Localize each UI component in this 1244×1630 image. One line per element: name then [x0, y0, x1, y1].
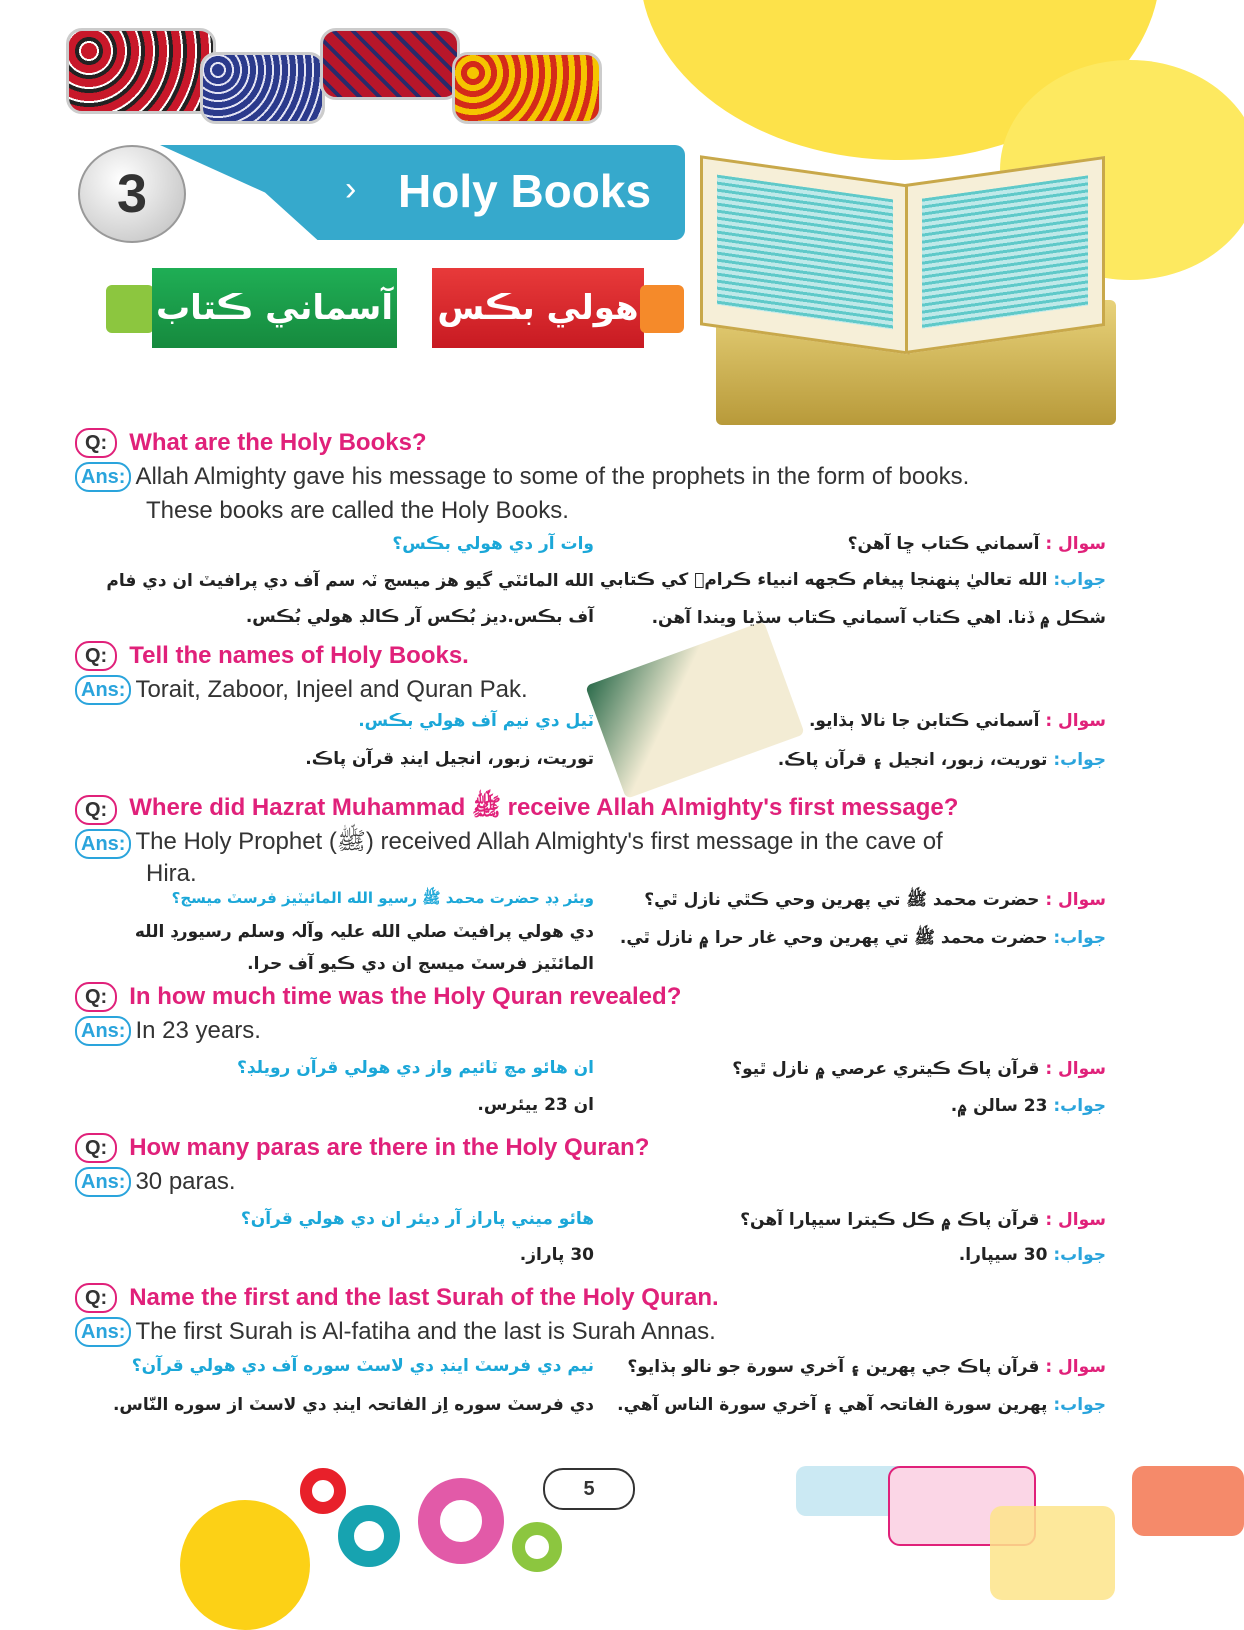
answer-5: Ans: 30 paras.	[75, 1167, 236, 1197]
translit-answer-3-cont: المائٽيز فرسٽ ميسج ان دي ڪيو آف حرا.	[247, 954, 594, 974]
sindhi-question-2: سوال : آسماني ڪتابن جا نالا ٻڌايو.	[808, 711, 1106, 731]
question-5: Q: How many paras are there in the Holy Quran?	[75, 1133, 649, 1163]
flower-decoration	[338, 1505, 400, 1567]
sindhi-question-3: سوال : حضرت محمد ﷺ تي پهرين وحي ڪٿي نازل ٿي؟	[644, 890, 1106, 910]
question-3: Q: Where did Hazrat Muhammad ﷺ receive Allah Almighty's first message?	[75, 792, 958, 827]
sindhi-answer-1-cont: شڪل ۾ ڏنا. اهي ڪتاب آسماني ڪتاب سڏيا ويندا آهن.	[651, 608, 1106, 628]
answer-2: Ans: Torait, Zaboor, Injeel and Quran Pak.	[75, 675, 528, 705]
page-number: 5	[543, 1468, 635, 1510]
question-2: Q: Tell the names of Holy Books.	[75, 641, 469, 671]
book-page-right	[905, 156, 1105, 354]
pattern-tile	[66, 28, 216, 114]
pattern-tile	[320, 28, 460, 100]
translit-question-1: وات آر دي هولي بڪس؟	[392, 534, 594, 554]
translit-answer-1-cont: آف بڪس.ديز بُڪس آر ڪالڊ هولي بُڪس.	[245, 607, 594, 627]
translit-question-3: ويئر ڊڊ حضرت محمد ﷺ رسيو الله المائيٽيز فرسٽ ميسج؟	[171, 889, 594, 907]
translit-question-4: ان هائو مچ ٽائيم واز دي هولي قرآن رويلڊ؟	[236, 1058, 594, 1078]
sindhi-answer-1: جواب: الله تعاليٰ پنهنجا پيغام ڪجهه انبياء ڪرامؑ کي ڪتابي	[600, 570, 1106, 590]
flower-decoration	[300, 1468, 346, 1514]
translit-question-2: ٽيل دي نيم آف هولي بڪس.	[358, 711, 594, 731]
answer-1-cont: These books are called the Holy Books.	[146, 497, 569, 524]
sindhi-title: آسماني ڪتاب	[152, 268, 397, 348]
sindhi-answer-2: جواب: توريت، زبور، انجيل ۽ قرآن پاڪ.	[777, 750, 1106, 770]
decor-shape	[990, 1506, 1115, 1600]
answer-4: Ans: In 23 years.	[75, 1016, 261, 1046]
pattern-tile	[452, 52, 602, 124]
translit-question-5: هائو ميني پاراز آر ديئر ان دي هولي قرآن؟	[240, 1209, 594, 1229]
flower-decoration	[180, 1500, 310, 1630]
sindhi-question-6: سوال : قرآن پاڪ جي پهرين ۽ آخري سورة جو نالو ٻڌايو؟	[627, 1357, 1106, 1377]
decor-shape	[1132, 1466, 1244, 1536]
translit-answer-6: دي فرسٽ سوره اِز الفاتحہ اينڊ دي لاسٽ از سوره النّاس.	[112, 1395, 594, 1415]
answer-6: Ans: The first Surah is Al-fatiha and the last is Surah Annas.	[75, 1317, 716, 1347]
translit-answer-3: دي هولي پرافيٽ صلي الله عليہ وآلہ وسلم رسيورڊ الله	[134, 922, 594, 942]
sindhi-answer-3: جواب: حضرت محمد ﷺ تي پهرين وحي غار حرا ۾ نازل ٿي.	[619, 928, 1106, 948]
sindhi-answer-4: جواب: 23 سالن ۾.	[950, 1096, 1106, 1116]
translit-answer-4: ان 23 ييئرس.	[477, 1095, 594, 1115]
translit-question-6: نيم دي فرسٽ اينڊ دي لاسٽ سوره آف دي هولي قرآن؟	[131, 1356, 594, 1376]
answer-1: Ans: Allah Almighty gave his message to some of the prophets in the form of books.	[75, 462, 969, 492]
chevron-right-icon: ›	[345, 170, 357, 208]
page-title: Holy Books	[398, 165, 652, 217]
translit-answer-2: توريت، زبور، انجيل اينڊ قرآن پاڪ.	[305, 749, 594, 769]
small-quran-image	[585, 621, 805, 799]
sindhi-question-5: سوال : قرآن پاڪ ۾ ڪل ڪيترا سيپارا آهن؟	[740, 1210, 1106, 1230]
answer-3: Ans: The Holy Prophet (ﷺ) received Allah Almighty's first message in the cave of	[75, 826, 943, 861]
label-tab	[106, 285, 154, 333]
answer-3-cont: Hira.	[146, 860, 197, 887]
question-6: Q: Name the first and the last Surah of the Holy Quran.	[75, 1283, 719, 1313]
sindhi-answer-6: جواب: پهرين سورة الفاتحہ آهي ۽ آخري سورة الناس آهي.	[617, 1395, 1106, 1415]
sindhi-transliteration-title: هولي بڪس	[432, 268, 644, 348]
flower-decoration	[512, 1522, 562, 1572]
flower-decoration	[418, 1478, 504, 1564]
translit-answer-5: 30 پاراز.	[519, 1245, 594, 1265]
question-4: Q: In how much time was the Holy Quran revealed?	[75, 982, 681, 1012]
pattern-tile	[200, 52, 325, 124]
translit-answer-1: الله المائٽي گيو هز ميسج ٽہ سم آف دي پرافيٽ ان دي فام	[106, 571, 594, 591]
sindhi-question-4: سوال : قرآن پاڪ ڪيتري عرصي ۾ نازل ٿيو؟	[732, 1059, 1106, 1079]
question-1: Q: What are the Holy Books?	[75, 428, 427, 458]
sindhi-question-1: سوال : آسماني ڪتاب ڇا آهن؟	[847, 534, 1106, 554]
label-tab	[640, 285, 684, 333]
book-page-left	[700, 155, 910, 355]
chapter-number: 3	[78, 145, 186, 243]
sindhi-answer-5: جواب: 30 سيپارا.	[958, 1245, 1106, 1265]
